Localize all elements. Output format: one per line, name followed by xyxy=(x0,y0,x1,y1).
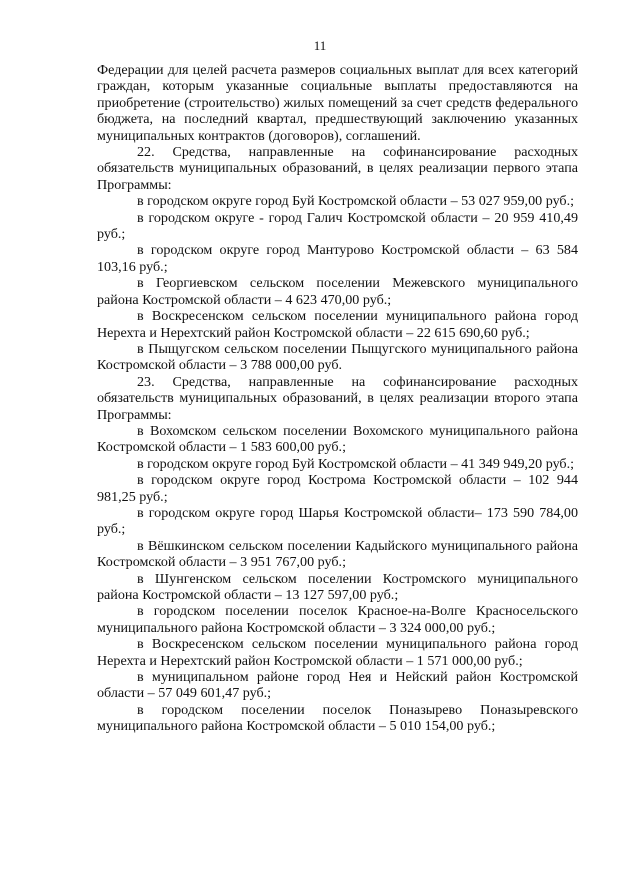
list-item: в городском округе город Буй Костромской области – 53 027 959,00 руб.; xyxy=(137,193,575,210)
list-item: в городском округе город Шарья Костромской области– 173 590 784,00 руб.; xyxy=(97,504,578,538)
document-body xyxy=(97,62,578,735)
list-item: в Воскресенском сельском поселении муниципального района город Нерехта и Нерехтский район Костромской области – 22 615 690,60 руб.; xyxy=(97,308,578,341)
list-item: в Георгиевском сельском поселении Межевского муниципального района Костромской области – 4 623 470,00 руб.; xyxy=(97,275,578,308)
page-number: 11 xyxy=(313,38,327,53)
list-item: в Вёшкинском сельском поселении Кадыйского муниципального района Костромской области – 3 951 767,00 руб.; xyxy=(97,537,578,571)
list-item: в городском поселении поселок Красное-на-Волге Красносельского муниципального района Костромской области – 3 324 000,00 руб.; xyxy=(97,603,578,636)
list-item: в Пыщугском сельском поселении Пыщугского муниципального района Костромской области – 3 788 000,00 руб. xyxy=(97,340,578,374)
list-item: в городском округе город Мантурово Костромской области – 63 584 103,16 руб.; xyxy=(97,242,578,275)
list-item: в городском округе город Кострома Костромской области – 102 944 981,25 руб.; xyxy=(97,472,578,505)
list-item: в Шунгенском сельском поселении Костромского муниципального района Костромской области – 13 127 597,00 руб.; xyxy=(97,570,578,603)
list-item: в Вохомском сельском поселении Вохомского муниципального района Костромской области – 1 583 600,00 руб.; xyxy=(97,422,578,456)
list-item: в городском поселении поселок Поназырево Поназыревского муниципального района Костромской области – 5 010 154,00 руб.; xyxy=(97,701,578,735)
list-item: в Воскресенском сельском поселении муниципального района город Нерехта и Нерехтский район Костромской области – 1 571 000,00 руб.; xyxy=(97,636,578,669)
paragraph: 23. Средства, направленные на софинансирование расходных обязательств муниципальных образований, в целях реализации второго этапа Программы: xyxy=(97,373,578,423)
list-item: в городском округе - город Галич Костромской области – 20 959 410,49 руб.; xyxy=(97,209,578,243)
paragraph: 22. Средства, направленные на софинансирование расходных обязательств муниципальных образований, в целях реализации первого этапа Программы: xyxy=(97,144,578,193)
list-item: в городском округе город Буй Костромской области – 41 349 949,20 руб.; xyxy=(137,455,575,472)
paragraph: Федерации для целей расчета размеров социальных выплат для всех категорий граждан, которым указанные социальные выплаты предоставляются на приобретение (строительство) жилых помещений за счет средств федерального бюджета, на последний квартал, предшествующий заключению указанных муниципальных контрактов (договоров), соглашений. xyxy=(97,62,578,144)
list-item: в муниципальном районе город Нея и Нейский район Костромской области – 57 049 601,47 руб.; xyxy=(97,669,578,702)
